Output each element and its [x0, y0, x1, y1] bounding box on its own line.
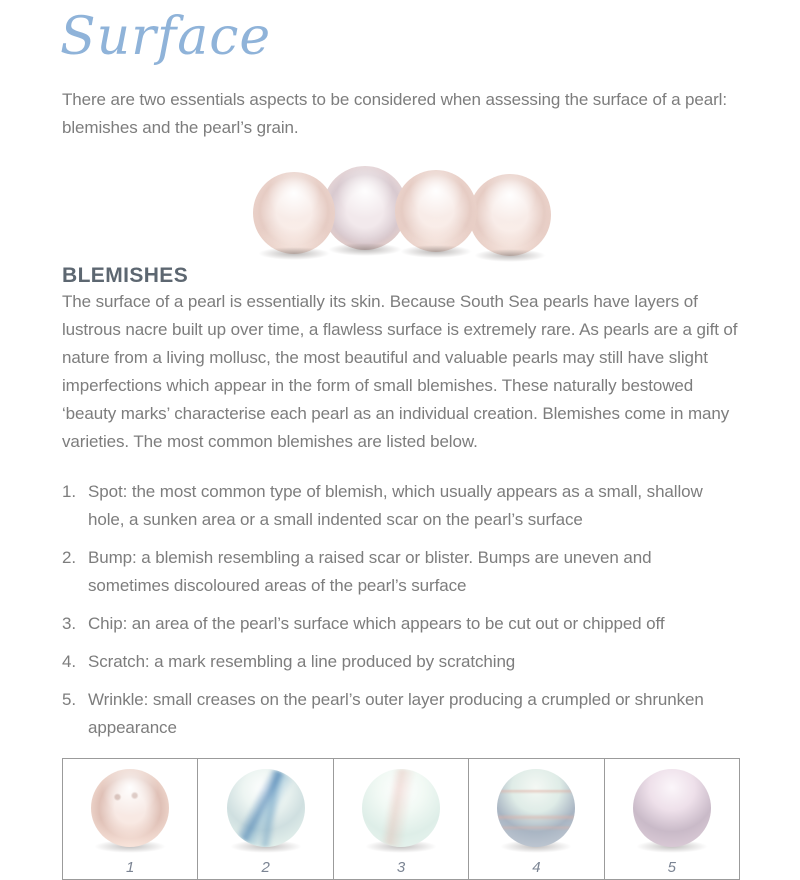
list-item: [62, 478, 744, 534]
example-cell-wrinkle: [605, 759, 739, 879]
blemish-examples-strip: [62, 758, 740, 880]
example-cell-spot: [63, 759, 198, 879]
list-item: [62, 648, 744, 676]
pearl-bump-image: [227, 769, 305, 847]
blemishes-heading: BLEMISHES: [62, 264, 189, 288]
pearls-hero-image: [253, 158, 553, 250]
pearl-photo-icon: [469, 174, 551, 256]
blemish-list: [62, 478, 744, 742]
list-item-number: 3.: [62, 614, 76, 634]
list-item-text: Scratch: a mark resembling a line produced by scratching: [88, 652, 516, 672]
list-item-number: 4.: [62, 652, 76, 672]
example-number: 1: [126, 859, 135, 877]
page-title: Surface: [60, 7, 272, 67]
example-number: 3: [396, 859, 406, 877]
example-number: 2: [261, 859, 270, 877]
list-item-text: Bump: a blemish resembling a raised scar or blister. Bumps are uneven and sometimes discoloured areas of the pearl’s surface: [88, 548, 652, 596]
blemishes-paragraph: The surface of a pearl is essentially its skin. Because South Sea pearls have layers of lustrous nacre built up over time, a flawless surface is extremely rare. As pearls are a gift of nature from a living mollusc, the most beautiful and valuable pearls may still have slight imperfections which appear in the form of small blemishes. These naturally bestowed ‘beauty marks’ characterise each pearl as an individual creation. Blemishes come in many varieties. The most common blemishes are listed below.: [62, 292, 738, 452]
list-item-number: 1.: [62, 482, 76, 502]
intro-paragraph: There are two essentials aspects to be considered when assessing the surface of a pearl: blemishes and the pearl’s grain.: [62, 90, 727, 138]
list-item-number: 2.: [62, 548, 76, 568]
example-cell-bump: [198, 759, 333, 879]
pearl-scratch-image: [497, 769, 575, 847]
pearl-wrinkle-image: [633, 769, 711, 847]
list-item-text: Spot: the most common type of blemish, which usually appears as a small, shallow hole, a sunken area or a small indented scar on the pearl’s surface: [88, 482, 703, 530]
list-item-number: 5.: [62, 690, 76, 710]
pearl-photo-icon: [395, 170, 477, 252]
list-item: [62, 610, 744, 638]
pearl-photo-icon: [253, 172, 335, 254]
pearl-spot-image: [91, 769, 169, 847]
list-item: [62, 544, 744, 600]
example-number: 4: [532, 859, 541, 877]
list-item: [62, 686, 744, 742]
example-cell-scratch: [469, 759, 604, 879]
list-item-text: Wrinkle: small creases on the pearl’s outer layer producing a crumpled or shrunken appearance: [88, 690, 704, 738]
list-item-text: Chip: an area of the pearl’s surface which appears to be cut out or chipped off: [88, 614, 665, 634]
example-cell-chip: [334, 759, 469, 879]
pearl-chip-image: [362, 769, 440, 847]
example-number: 5: [667, 859, 676, 877]
